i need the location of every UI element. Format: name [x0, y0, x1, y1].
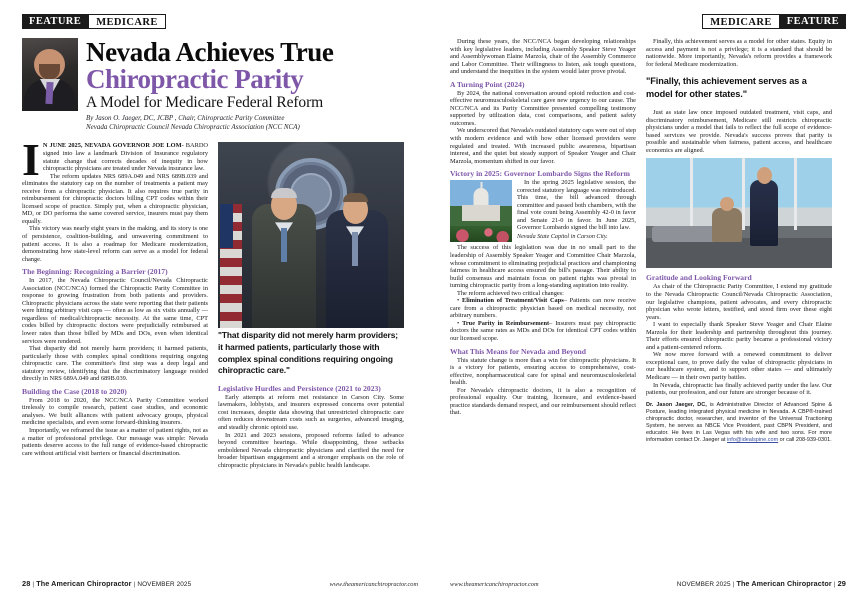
heading-the-beginning: The Beginning: Recognizing a Barrier (2017) — [22, 267, 168, 277]
bullet-1-text: – Patients can now receive care from a chiropractic physician based on medical necessity, not arbitrary numbers. — [450, 297, 636, 320]
issue-date-right: NOVEMBER 2025 — [676, 581, 731, 588]
paragraph-final: In Nevada, chiropractic has finally achieved parity under the law. Our patients, our profession, and our future are stronger because of it. — [646, 381, 832, 397]
headline-line-2: Chiropractic Parity — [86, 64, 304, 94]
heading-legislative-hurdles: Legislative Hurdles and Persistence (2021 to 2023) — [218, 383, 381, 393]
paragraph-statute-change: This statute change is more than a win for chiropractic physicians. It is a victory for patients, ensuring access to comprehensive, cost-effective, nonpharmaceutical care for spinal and neuromusculoskeletal health. — [450, 356, 636, 387]
heading-victory-2025: Victory in 2025: Governor Lombardo Signs the Reform — [450, 169, 630, 179]
person-author-tie — [352, 232, 358, 266]
paragraph-move-forward: We now move forward with a renewed commitment to deliver exceptional care, to prove daily the value of chiropractic physicians in our healthcare system, and to support other states — and ultimately Medicare — in their own parity battles. — [646, 351, 832, 382]
magazine-name-left: The American Chiropractor — [36, 579, 132, 588]
byline-line-2: Nevada Chiropractic Council Nevada Chiropractic Association (NCC NCA) — [86, 123, 300, 132]
bullet-2-text: – Insurers must pay chiropractic doctors the same rates as MDs and DOs for identical CPT codes within our licensed scope. — [450, 319, 637, 342]
tag-medicare: MEDICARE — [88, 14, 166, 29]
paragraph-2018-2020: From 2018 to 2020, the NCC/NCA Parity Committee worked tirelessly to compile research, patient case studies, and economic analyses. We built alliances with patient advocacy groups, physical medicine specialists, and even some forward-thinking insurers. — [22, 396, 208, 427]
person-standing — [750, 180, 778, 246]
folio-left: 28 | The American Chiropractor | NOVEMBER 2025 — [22, 579, 192, 588]
window-mullion-1 — [690, 158, 693, 230]
person-governor-tie — [281, 228, 287, 262]
intro-lead-smallcaps: N JUNE 2025, NEVADA GOVERNOR JOE LOM- — [42, 142, 184, 150]
bullet-2-label: True Parity in Reimbursement — [462, 319, 550, 327]
paragraph-spring-2025: In the spring 2025 legislative session, the corrected statutory language was reintroduced. This time, the bill advanced through committee and passed both chambers, with the final vote count being Assembly 42-0 in favor and Senate 21-0 in favor. In June 2025, Governor Lombardo signed the bill into law. — [517, 179, 636, 232]
tag-feature: FEATURE — [22, 14, 88, 29]
paragraph-outdated-caps: We underscored that Nevada's outdated statutory caps were out of step with modern evidence and with how other licensed providers were regulated and treated. With increased public awareness, bipartisan interest, and the quiet but steady support of Speaker Yeager and Chair Marzola, momentum shifted in our favor. — [450, 127, 636, 165]
paragraph-medicare-restricts: Just as state law once imposed outdated treatment, visit caps, and discriminatory reimbursement, Medicare still restricts chiropractic physicians under a model that fails to reflect the full scope of evidence-based services we provide. Nevada's success proves that parity is possible and sustainable when fairness, patient access, and healthcare economics are aligned. — [646, 109, 832, 154]
bullet-elimination-caps: • Elimination of Treatment/Visit Caps– Patients can now receive care from a chiropractic physician based on medical necessity, not arbitrary numbers. — [450, 297, 636, 320]
person-seated — [712, 208, 742, 242]
title-block — [86, 38, 418, 132]
website-url-right[interactable]: www.theamericanchiropractor.com — [450, 581, 539, 588]
paragraph-patient-rights: Importantly, we reframed the issue as a matter of patient rights, not as a matter of professional privilege. Our message was simple: Nevada patients deserve access to the full range of evidence-based chiropractic care without artificial visit barriers or financial discrimination. — [22, 427, 208, 457]
capitol-photo-caption: Nevada State Capitol in Carson City. — [517, 234, 608, 241]
pull-quote-right: "Finally, this achievement serves as a model for other states." — [646, 76, 807, 100]
heading-building-the-case: Building the Case (2018 to 2020) — [22, 386, 127, 396]
office-floor — [646, 238, 832, 268]
footer-left — [0, 579, 434, 588]
author-bio-tail: or call 208-939-0301. — [778, 437, 832, 444]
page-title — [86, 39, 418, 93]
author-bio — [646, 402, 832, 445]
folio-right: NOVEMBER 2025 | The American Chiropractor | 29 — [676, 579, 846, 588]
paragraph-gratitude: As chair of the Chiropractic Parity Committee, I extend my gratitude to the Nevada Chiropractic Council/Nevada Chiropractic Association, our legislative champions, patient advocates, and every chiropractic physician who wrote letters, testified, and stood firm over these eight years. — [646, 283, 832, 321]
running-head-left — [22, 14, 418, 29]
tag-feature-right: FEATURE — [780, 14, 846, 29]
author-bio-name: Dr. Jason Jaeger, DC, — [646, 401, 707, 408]
byline-line-1: By Jason O. Jaeger, DC, JCBP , Chair, Chiropractic Parity Committee — [86, 114, 285, 122]
byline — [86, 114, 418, 132]
portrait-tie — [45, 82, 53, 104]
intro-paragraph — [22, 134, 208, 186]
magazine-name-right: The American Chiropractor — [736, 579, 832, 588]
governor-signing-photo — [218, 142, 404, 328]
author-bio-text: is Administrative Director of Advanced Spine & Posture, leading integrated physical medicine in Nevada. A CBP®-trained chiropractic doctor, researcher, and inventor of the Universal Tractioning System, he serves as NBCE Vice President, past CBPN President, and educator. He lives in Las Vegas with his wife and two sons. For more information contact Dr. Jaeger at — [646, 401, 833, 444]
paragraph-disparity-harm: That disparity did not merely harm providers; it harmed patients, particularly those with complex spinal conditions requiring ongoing chiropractic care. The committee's first step was a deep legal and statutory review, identifying that the discriminatory language resided directly in NRS 689A.049 and 689B.039. — [22, 345, 208, 383]
page-number-right: 29 — [837, 579, 846, 588]
page-right — [434, 0, 868, 600]
us-flag — [220, 204, 242, 328]
author-email-link[interactable]: info@idealspine.com — [727, 437, 779, 444]
paragraph-2017-committee: In 2017, the Nevada Chiropractic Council/Nevada Chiropractic Association (NCC/NCA) formed the Chiropractic Parity Committee in response to growing frustration from both patients and providers. Chiropractic physicians across the state were reporting that their patients were hitting arbitrary visit caps — often as low as six visits annually — regardless of medical/chiropractic necessity. At the same time, CPT codes billed by chiropractic doctors were prejudicially reimbursed at lower rates than those billed by MDs and DOs, even when identical services were rendered. — [22, 277, 208, 345]
article-deck: A Model for Medicare Federal Reform — [86, 94, 324, 111]
paragraph-two-changes: The reform achieved two critical changes: — [457, 289, 564, 297]
window-mullion-2 — [742, 158, 745, 230]
paragraph-2021-2023: In 2021 and 2023 sessions, proposed reforms failed to advance beyond committee hearings. While disappointing, those setbacks emboldened Nevada chiropractic physicians and clarified the need for broader bipartisan engagement and a stronger emphasis on the role of chiropractic physicians in Nevada's public health landscape. — [218, 431, 404, 469]
column-3 — [450, 38, 636, 444]
column-1 — [22, 134, 208, 469]
paragraph-reform-updates: The reform updates NRS 689A.049 and NRS 689B.039 and eliminates the statutory cap on the number of treatments a patient may receive from a chiropractic physician. It also requires true parity in reimbursement for chiropractic doctors billing CPT codes within their licensed scope of practice. Simply put, when a chiropractic physician, MD, or DO performs the same covered service, insurers must pay them equally. — [22, 172, 208, 225]
left-page-columns — [22, 134, 418, 469]
tag-medicare-right: MEDICARE — [702, 14, 780, 29]
paragraph-thank-leaders: I want to especially thank Speaker Steve Yeager and Chair Elaine Marzola for their leadership and partnership throughout this journey. Their efforts ensured chiropractic parity became a professional victory and a patient-centered reform. — [646, 321, 832, 351]
column-4 — [646, 38, 832, 444]
paragraph-professional-equality: For Nevada's chiropractic doctors, it is also a recognition of professional equality. Our training, licensure, and evidence-based practice standards demand respect, and our reimbursement should reflect that. — [450, 386, 636, 417]
bullet-1-label: Elimination of Treatment/Visit Caps — [461, 297, 564, 305]
issue-date-left: NOVEMBER 2025 — [137, 581, 192, 588]
author-portrait-photo — [22, 38, 78, 111]
masthead — [22, 38, 418, 132]
intro-rest: BARDO signed into law a landmark Division of Insurance regulatory statute change that corrects decades of inequity in how chiropractic physicians are treated under Nevada insurance law. — [42, 142, 208, 173]
window-mullion-3 — [794, 158, 797, 230]
column-2 — [218, 142, 404, 469]
drop-cap: I — [22, 134, 40, 186]
right-page-columns — [450, 38, 846, 444]
paragraph-relationships: During these years, the NCC/NCA began developing relationships with key legislative leaders, including Assembly Speaker Steve Yeager and Assemblywoman Elaine Marzola, chair of the Assembly Commerce and Labor Committee. Their willingness to listen, ask tough questions, and understand the inequities in the system would later prove pivotal. — [450, 38, 636, 76]
capitol-photo-wrap — [450, 179, 636, 241]
capitol-building — [462, 205, 500, 221]
pull-quote-left: "That disparity did not merely harm providers; it harmed patients, particularly those with complex spinal conditions requiring ongoing chiropractic care." — [218, 330, 398, 376]
paragraph-model-other-states: Finally, this achievement serves as a model for other states. Equity in access and payment is not a privilege; it is a standard that should be nationwide. More importantly, Nevada's reform provides a framework for federal Medicare modernization. — [646, 38, 832, 68]
nevada-capitol-photo — [450, 180, 512, 242]
heading-turning-point: A Turning Point (2024) — [450, 79, 525, 89]
heading-what-this-means: What This Means for Nevada and Beyond — [450, 346, 587, 356]
page-number-left: 28 — [22, 579, 31, 588]
paragraph-success-leadership: The success of this legislation was due in no small part to the leadership of Assembly Speaker Yeager and Committee Chair Marzola, whose commitment to eliminating prejudicial practices and championing fairness in healthcare access ensured the bill's passage. Their ability to build consensus and maintain focus on patient rights was pivotal in turning chiropractic parity from a long-standing aspiration into reality. — [450, 244, 636, 290]
running-head-right — [450, 14, 846, 29]
footer-right — [434, 579, 868, 588]
paragraph-early-attempts: Early attempts at reform met resistance in Carson City. Some lawmakers, lobbyists, and insurers expressed concerns over potential cost increases, despite data showing that unrestricted chiropractic care often reduces downstream costs such as surgeries, advanced imaging, and steadily chronic opioid use. — [218, 393, 404, 431]
person-governor-hair — [271, 188, 297, 198]
heading-gratitude: Gratitude and Looking Forward — [646, 273, 752, 283]
paragraph-2024-urgency: By 2024, the national conversation around opioid reduction and cost-effective neuromusculoskeletal care gave new urgency to our cause. The NCC/NCA and its Parity Committee presented compelling testimony supported by utilization data, cost comparisons, and patient safety outcomes. — [450, 89, 636, 127]
portrait-beard — [39, 64, 60, 80]
headline-line-1: Nevada Achieves True — [86, 37, 334, 67]
office-portrait-photo — [646, 158, 832, 268]
page-gutter-divider — [433, 0, 434, 600]
bullet-true-parity: • True Parity in Reimbursement– Insurers must pay chiropractic doctors the same rates as MDs and DOs for identical CPT codes within our licensed scope. — [450, 319, 637, 342]
person-author-hair — [343, 193, 368, 202]
website-url-left[interactable]: www.theamericanchiropractor.com — [329, 581, 418, 588]
capitol-garden — [450, 226, 512, 242]
paragraph-victory-years: This victory was nearly eight years in the making, and its story is one of persistence, coalition-building, and unwavering commitment to patient access. It is also a roadmap for Medicare modernization, demonstrating how state-level reform can serve as a model for federal change. — [22, 225, 208, 263]
